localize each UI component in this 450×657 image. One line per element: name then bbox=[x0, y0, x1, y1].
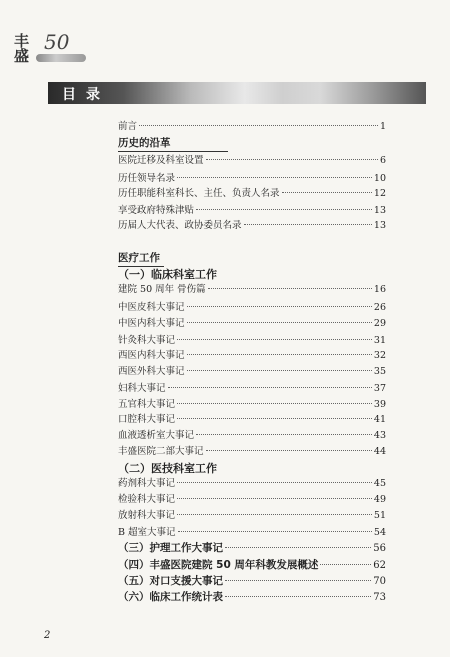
toc-entry-label: 五官科大事记 bbox=[118, 399, 176, 410]
toc-entry-label: 放射科大事记 bbox=[118, 510, 176, 521]
toc-entry-label: 血液透析室大事记 bbox=[118, 430, 195, 441]
logo-fifty: 50 bbox=[44, 30, 70, 54]
toc-entry-page: 13 bbox=[373, 205, 386, 216]
toc-entry-preface[interactable] bbox=[118, 121, 386, 133]
toc-entry[interactable] bbox=[118, 188, 386, 200]
toc-entry-page: 35 bbox=[373, 366, 386, 377]
toc-entry[interactable] bbox=[118, 510, 386, 522]
toc-entry-label: 口腔科大事记 bbox=[118, 414, 176, 425]
toc-entry-label: 医院迁移及科室设置 bbox=[118, 155, 204, 166]
toc-entry-label: 享受政府特殊津贴 bbox=[118, 205, 195, 216]
contents-banner bbox=[48, 82, 426, 104]
toc-entry-page: 45 bbox=[373, 478, 386, 489]
toc-subsection-entry[interactable] bbox=[118, 575, 386, 588]
toc-entry[interactable] bbox=[118, 284, 386, 296]
toc-entry-label: 中医内科大事记 bbox=[118, 318, 185, 329]
toc-entry-label: 针灸科大事记 bbox=[118, 335, 176, 346]
leader-dots bbox=[187, 370, 372, 371]
leader-dots bbox=[196, 209, 372, 210]
toc-entry-page: 62 bbox=[373, 560, 386, 571]
leader-dots bbox=[177, 403, 372, 404]
toc-entry-label: 中医皮科大事记 bbox=[118, 302, 185, 313]
section-rule bbox=[118, 266, 164, 267]
toc-entry[interactable] bbox=[118, 350, 386, 362]
toc-entry-page: 1 bbox=[379, 121, 386, 132]
toc-entry-page: 12 bbox=[373, 188, 386, 199]
toc-entry[interactable] bbox=[118, 366, 386, 378]
toc-entry-page: 56 bbox=[373, 543, 386, 554]
section-title-history: 历史的沿革 bbox=[118, 137, 171, 149]
toc-entry[interactable] bbox=[118, 383, 386, 395]
toc-entry-page: 54 bbox=[373, 527, 386, 538]
toc-subsection-entry[interactable] bbox=[118, 559, 386, 572]
toc-entry[interactable] bbox=[118, 399, 386, 411]
toc-entry-label: 前言 bbox=[118, 121, 138, 132]
toc-subsection-entry[interactable] bbox=[118, 591, 386, 604]
section-rule bbox=[118, 151, 228, 152]
leader-dots bbox=[177, 514, 372, 515]
toc-entry-page: 29 bbox=[373, 318, 386, 329]
leader-dots bbox=[320, 564, 371, 565]
page-number: 2 bbox=[44, 630, 51, 641]
logo-glyph-top: 丰 bbox=[14, 32, 30, 50]
toc-subsection-entry[interactable] bbox=[118, 542, 386, 555]
leader-dots bbox=[168, 387, 372, 388]
toc-entry-page: 37 bbox=[373, 383, 386, 394]
toc-entry[interactable] bbox=[118, 302, 386, 314]
leader-dots bbox=[206, 450, 372, 451]
section-title-medical: 医疗工作 bbox=[118, 252, 160, 264]
contents-title: 目录 bbox=[62, 87, 110, 103]
logo-glyph-bottom: 盛 bbox=[14, 47, 30, 65]
anniversary-logo bbox=[14, 28, 86, 72]
toc-entry-label: 检验科大事记 bbox=[118, 494, 176, 505]
toc-entry-label: 西医内科大事记 bbox=[118, 350, 185, 361]
leader-dots bbox=[196, 434, 372, 435]
toc-entry[interactable] bbox=[118, 527, 386, 539]
toc-entry-page: 31 bbox=[373, 335, 386, 346]
leader-dots bbox=[139, 125, 378, 126]
toc-entry-page: 16 bbox=[373, 284, 386, 295]
toc-entry-page: 43 bbox=[373, 430, 386, 441]
toc-entry-label: 建院 50 周年 骨伤篇 bbox=[118, 284, 206, 295]
toc-entry[interactable] bbox=[118, 318, 386, 330]
toc-entry[interactable] bbox=[118, 220, 386, 232]
leader-dots bbox=[177, 498, 372, 499]
leader-dots bbox=[187, 322, 372, 323]
leader-dots bbox=[282, 192, 372, 193]
toc-entry[interactable] bbox=[118, 478, 386, 490]
leader-dots bbox=[225, 547, 371, 548]
leader-dots bbox=[208, 288, 372, 289]
toc-entry-page: 51 bbox=[373, 510, 386, 521]
toc-entry-page: 32 bbox=[373, 350, 386, 361]
leader-dots bbox=[177, 418, 372, 419]
toc-entry-label: 西医外科大事记 bbox=[118, 366, 185, 377]
toc-entry-page: 73 bbox=[373, 592, 386, 603]
toc-entry-label: （四）丰盛医院建院 50 周年科教发展概述 bbox=[118, 559, 319, 571]
toc-entry[interactable] bbox=[118, 173, 386, 185]
logo-glyphs bbox=[14, 34, 29, 64]
leader-dots bbox=[178, 531, 372, 532]
toc-entry-label: 妇科大事记 bbox=[118, 383, 166, 394]
leader-dots bbox=[177, 339, 372, 340]
toc-entry-label: 历届人大代表、政协委员名录 bbox=[118, 220, 242, 231]
leader-dots bbox=[225, 596, 371, 597]
toc-entry-page: 70 bbox=[373, 576, 386, 587]
leader-dots bbox=[225, 580, 371, 581]
toc-entry[interactable] bbox=[118, 446, 386, 458]
subsection-title-technical: （二）医技科室工作 bbox=[118, 462, 217, 475]
toc-entry-page: 44 bbox=[373, 446, 386, 457]
toc-entry[interactable] bbox=[118, 205, 386, 217]
leader-dots bbox=[244, 224, 372, 225]
toc-entry[interactable] bbox=[118, 414, 386, 426]
toc-entry-label: B 超室大事记 bbox=[118, 527, 176, 538]
toc-entry-page: 6 bbox=[379, 155, 386, 166]
logo-swoosh bbox=[36, 54, 86, 62]
toc-entry-page: 10 bbox=[373, 173, 386, 184]
toc-entry-page: 39 bbox=[373, 399, 386, 410]
toc-entry-label: 历任职能科室科长、主任、负责人名录 bbox=[118, 188, 280, 199]
toc-entry[interactable] bbox=[118, 335, 386, 347]
leader-dots bbox=[177, 177, 372, 178]
toc-entry-page: 41 bbox=[373, 414, 386, 425]
toc-entry-label: 药剂科大事记 bbox=[118, 478, 176, 489]
toc-entry-label: 丰盛医院二部大事记 bbox=[118, 446, 204, 457]
toc-entry[interactable] bbox=[118, 155, 386, 167]
toc-entry-page: 49 bbox=[373, 494, 386, 505]
leader-dots bbox=[187, 306, 372, 307]
leader-dots bbox=[177, 482, 372, 483]
subsection-title-clinical: （一）临床科室工作 bbox=[118, 268, 217, 281]
leader-dots bbox=[187, 354, 372, 355]
toc-entry[interactable] bbox=[118, 430, 386, 442]
toc-entry-page: 13 bbox=[373, 220, 386, 231]
toc-entry[interactable] bbox=[118, 494, 386, 506]
leader-dots bbox=[206, 159, 378, 160]
toc-entry-label: （三）护理工作大事记 bbox=[118, 542, 223, 554]
toc-entry-label: （五）对口支援大事记 bbox=[118, 575, 223, 587]
toc-entry-page: 26 bbox=[373, 302, 386, 313]
toc-entry-label: 历任领导名录 bbox=[118, 173, 176, 184]
toc-entry-label: （六）临床工作统计表 bbox=[118, 591, 223, 603]
